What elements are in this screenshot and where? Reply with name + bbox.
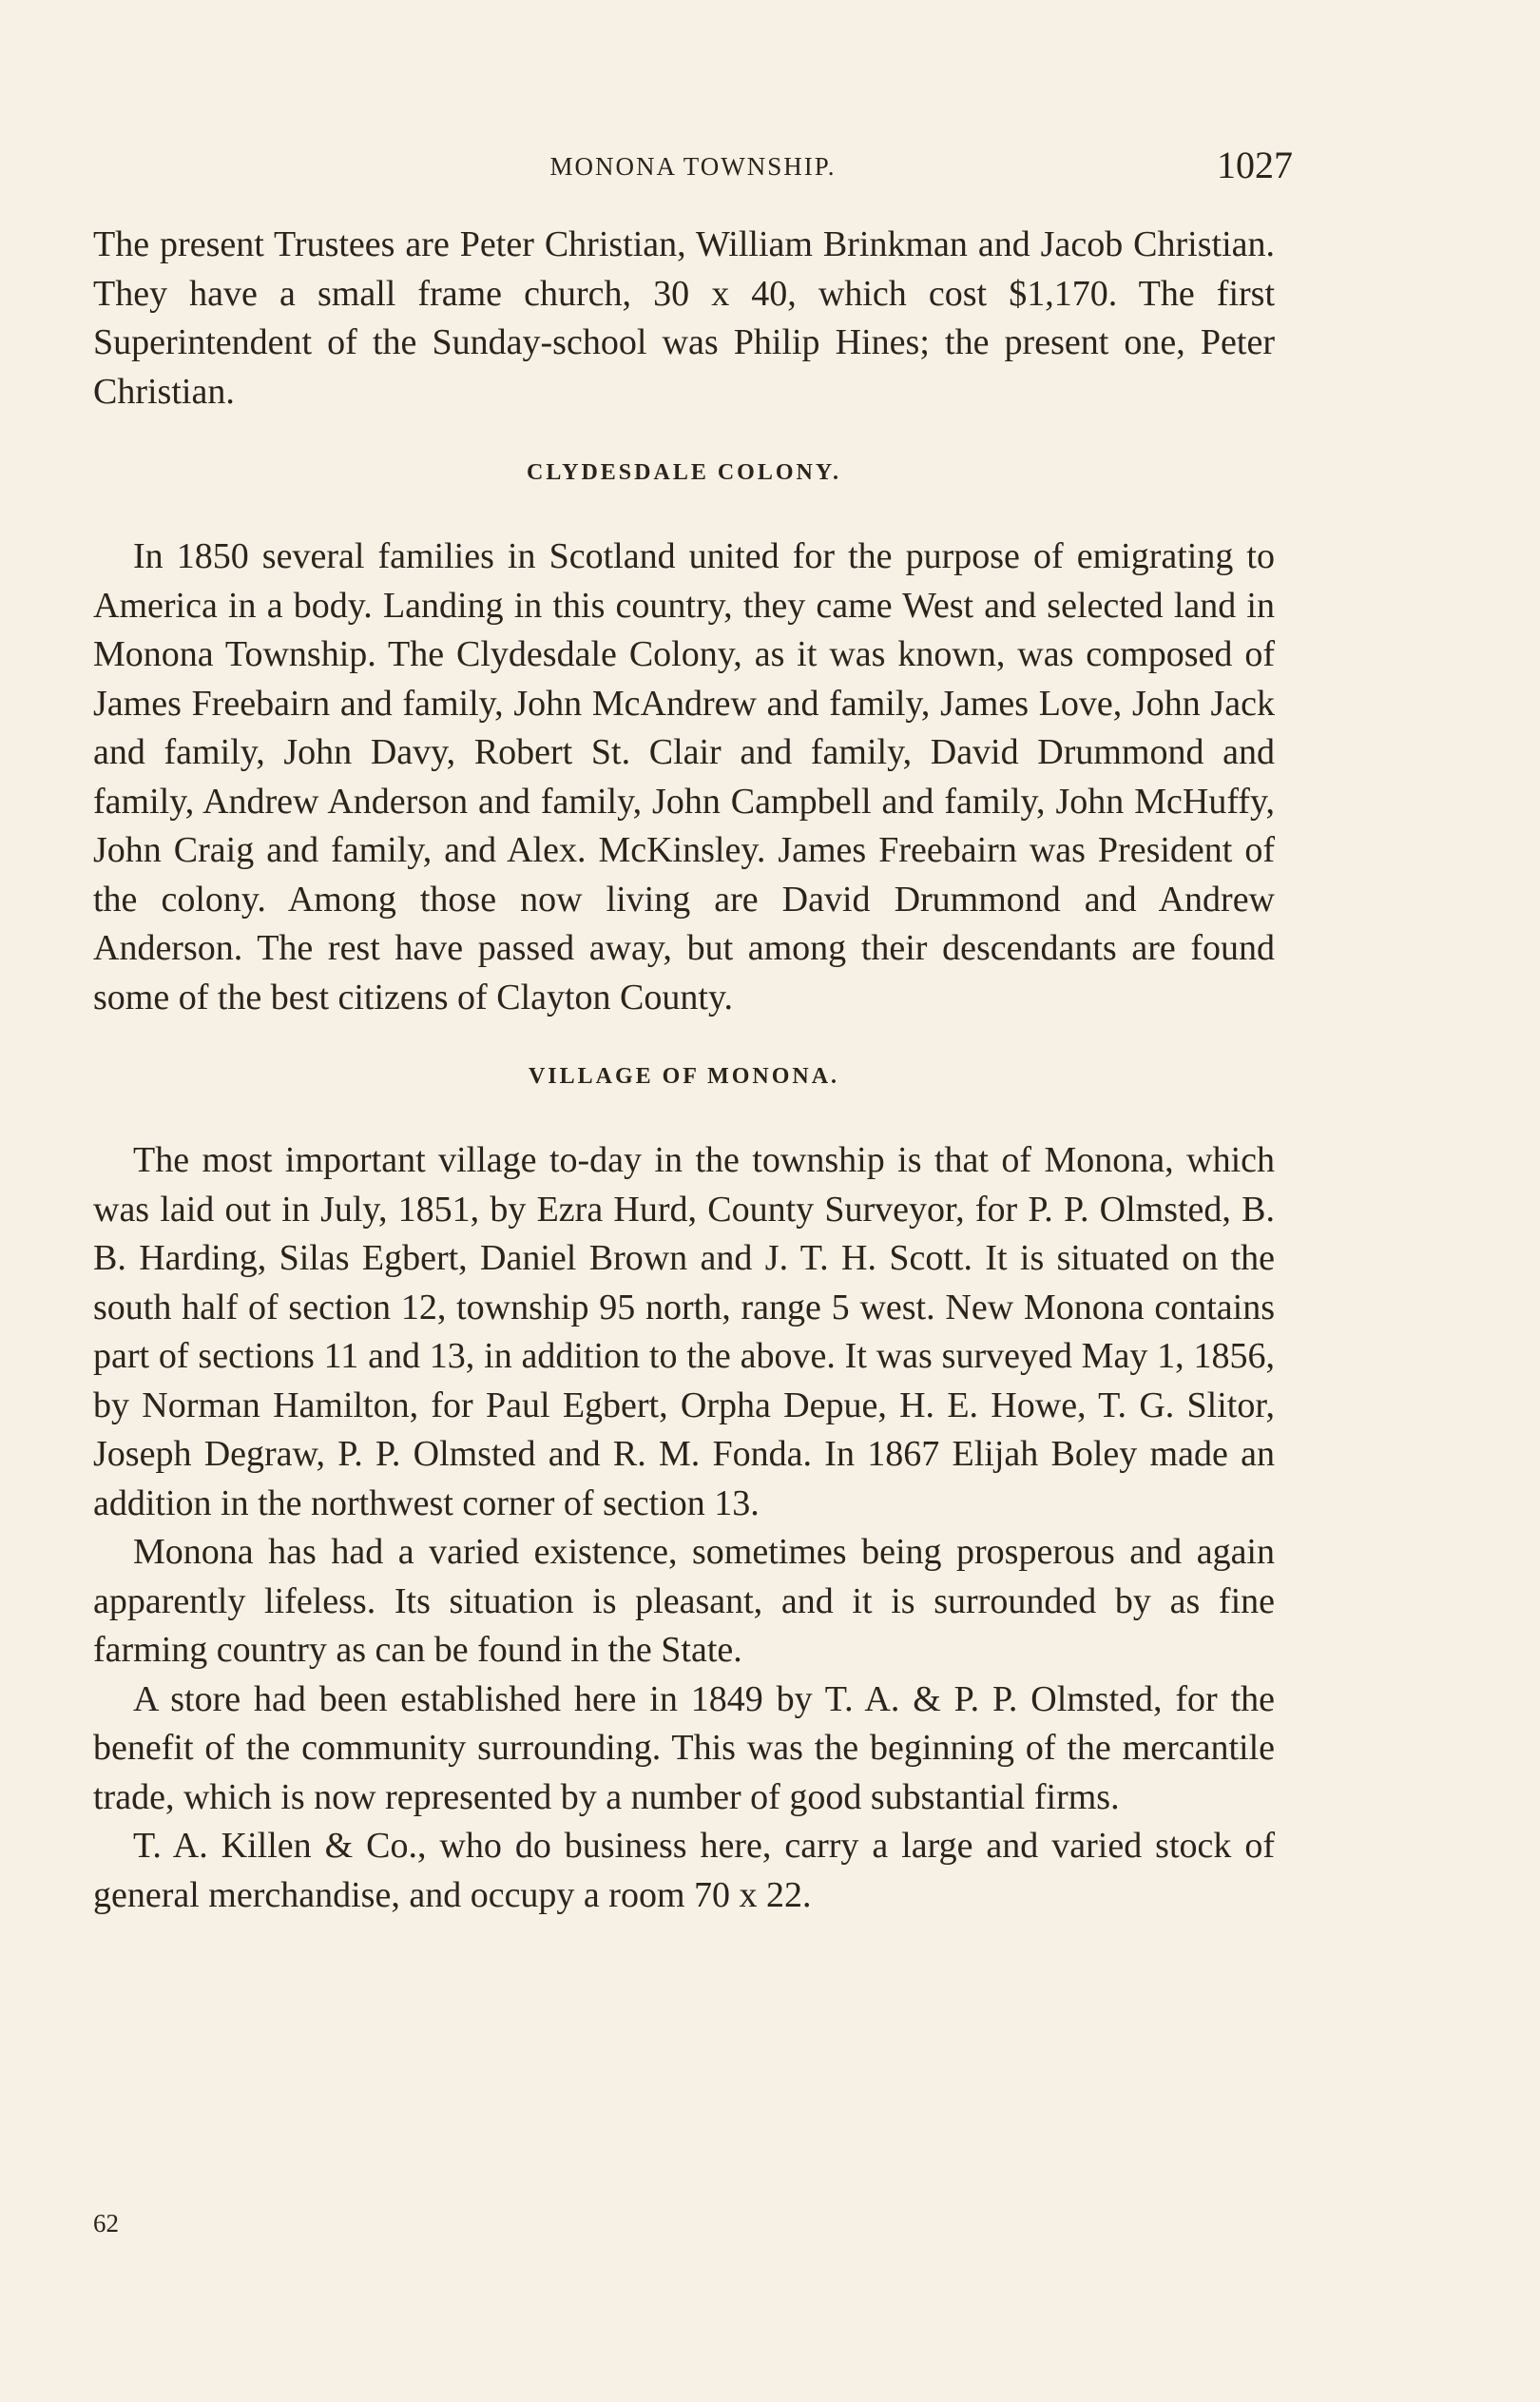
running-head (93, 143, 1293, 190)
body-text (93, 221, 1275, 1920)
paragraph-first-store: A store had been established here in 1849 by T. A. & P. P. Olmsted, for the benefit of the community surrounding. This was the beginning of the mercantile trade, which is now represented by a number of good substantial firms. (93, 1678, 1275, 1817)
paragraph-village-founding: The most important village to-day in the township is that of Monona, which was laid out in July, 1851, by Ezra Hurd, County Surveyor, for P. P. Olmsted, B. B. Harding, Silas Egbert, Daniel Brown and J. T. H. Scott. It is situated on the south half of section 12, township 95 north, range 5 west. New Monona contains part of sections 11 and 13, in addition to the above. It was surveyed May 1, 1856, by Norman Hamilton, for Paul Egbert, Orpha Depue, H. E. Howe, T. G. Slitor, Joseph Degraw, P. P. Olmsted and R. M. Fonda. In 1867 Elijah Boley made an addition in the northwest corner of section 13. (93, 1140, 1275, 1523)
paragraph-varied-existence: Monona has had a varied existence, sometimes being prosperous and again apparently lifeless. Its situation is pleasant, and it is surrounded by as fine farming country as can be found in the State. (93, 1532, 1275, 1670)
heading-clydesdale-colony: CLYDESDALE COLONY. (527, 460, 841, 485)
page-number: 1027 (1217, 144, 1293, 186)
signature-mark: 62 (93, 2209, 119, 2237)
paragraph-clydesdale-colony: In 1850 several families in Scotland united for the purpose of emigrating to America in a body. Landing in this country, they came West and selected land in Monona Township. The Clydesdale Colony, as it was known, was composed of James Freebairn and family, John McAndrew and family, James Love, John Jack and family, John Davy, Robert St. Clair and family, David Drummond and family, Andrew Anderson and family, John Campbell and family, John McHuffy, John Craig and family, and Alex. McKinsley. James Freebairn was President of the colony. Among those now living are David Drummond and Andrew Anderson. The rest have passed away, but among their descendants are found some of the best citizens of Clayton County. (93, 536, 1275, 1017)
paragraph-killen-co: T. A. Killen & Co., who do business here, carry a large and varied stock of general merchandise, and occupy a room 70 x 22. (93, 1826, 1275, 1915)
paragraph-trustees: The present Trustees are Peter Christian, William Brinkman and Jacob Christian. They have a small frame church, 30 x 40, which cost $1,170. The first Superintendent of the Sunday-school was Philip Hines; the present one, Peter Christian. (93, 224, 1275, 412)
running-title: MONONA TOWNSHIP. (549, 152, 837, 181)
heading-village-of-monona: VILLAGE OF MONONA. (528, 1064, 840, 1089)
